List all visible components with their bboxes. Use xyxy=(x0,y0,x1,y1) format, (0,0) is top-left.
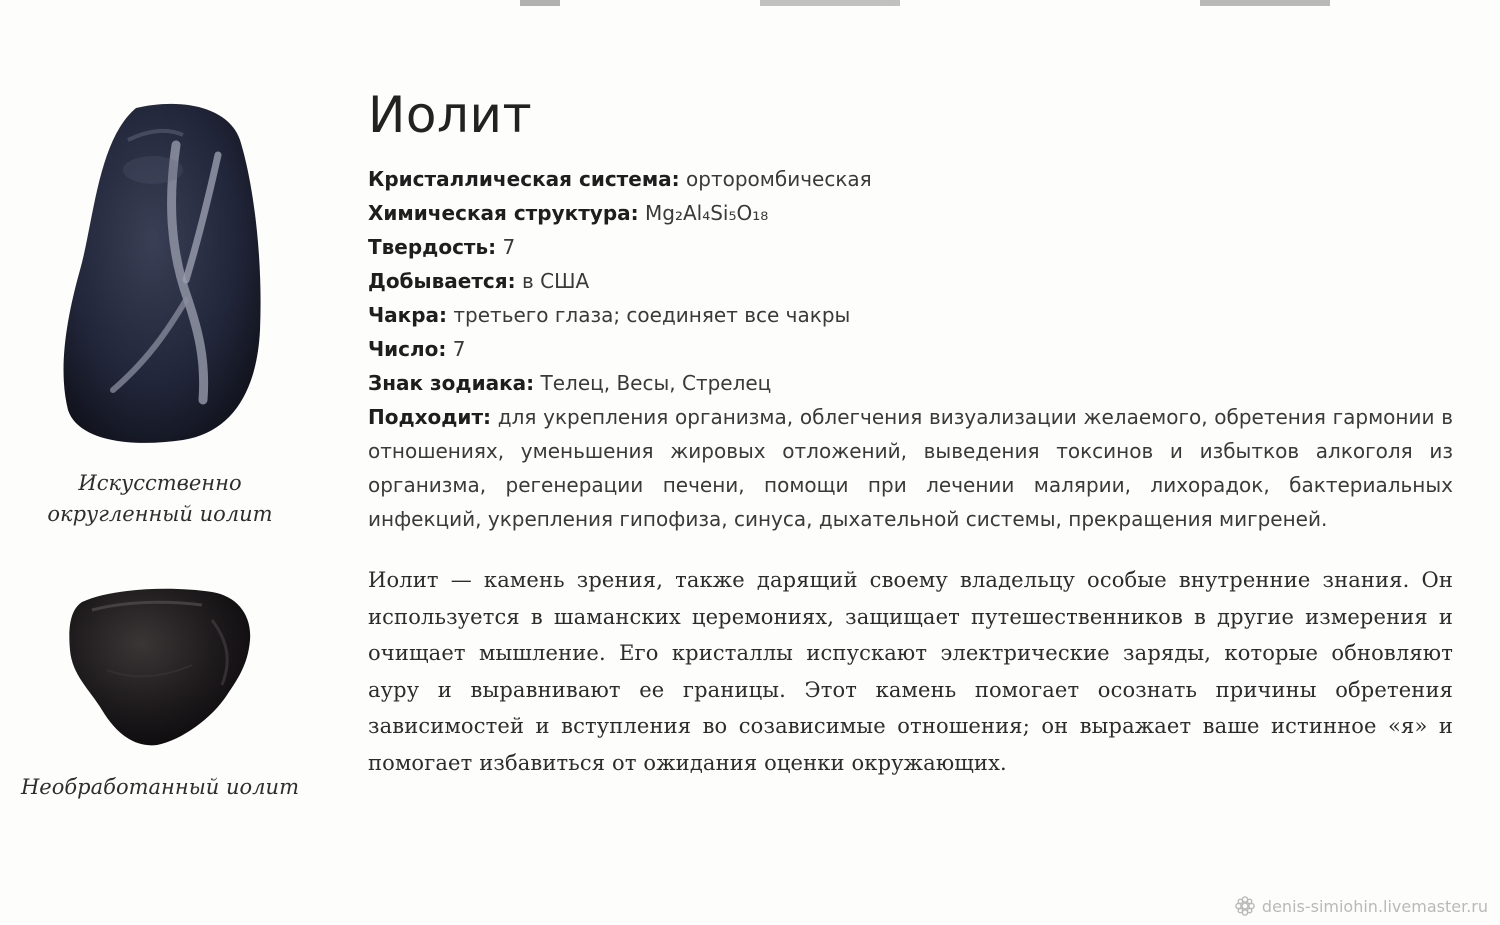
property-value: в США xyxy=(515,269,590,293)
property-value: 7 xyxy=(496,235,516,259)
page-title: Иолит xyxy=(368,86,533,144)
property-chemical-structure xyxy=(368,196,1453,230)
property-label: Подходит: xyxy=(368,405,492,429)
property-number xyxy=(368,332,1453,366)
property-value: 7 xyxy=(446,337,466,361)
caption-line: Искусственно xyxy=(78,471,242,495)
property-label: Число: xyxy=(368,337,447,361)
property-zodiac xyxy=(368,366,1453,400)
property-label: Кристаллическая система: xyxy=(368,167,680,191)
property-suits xyxy=(368,400,1453,536)
flower-icon xyxy=(1234,895,1256,917)
property-value: третьего глаза; соединяет все чакры xyxy=(447,303,851,327)
raw-iolite-caption: Необработанный иолит xyxy=(20,775,299,799)
property-mined xyxy=(368,264,1453,298)
property-value: Телец, Весы, Стрелец xyxy=(534,371,772,395)
property-label: Чакра: xyxy=(368,303,448,327)
description-paragraph: Иолит — камень зрения, также дарящий своему владельцу особые внутренние знания. Он используется в шаманских церемониях, защищает путешественников в другие измерения и очищает мышление. Его кристаллы испускают электрические заряды, которые обновляют ауру и выравнивают ее границы. Этот камень помогает осознать причины обретения зависимостей и вступления во созависимые отношения; он выражает ваше истинное «я» и помогает избавиться от ожидания оценки окружающих. xyxy=(368,568,1453,775)
polished-iolite-caption xyxy=(20,468,300,530)
property-chakra xyxy=(368,298,1453,332)
property-label: Твердость: xyxy=(368,235,497,259)
raw-iolite-image xyxy=(62,580,257,750)
property-value: Mg₂Al₄Si₅O₁₈ xyxy=(638,201,769,225)
watermark xyxy=(1234,895,1488,917)
image-column xyxy=(0,0,330,925)
property-label: Химическая структура: xyxy=(368,201,639,225)
property-label: Добывается: xyxy=(368,269,516,293)
property-value: орторомбическая xyxy=(679,167,872,191)
caption-line: округленный иолит xyxy=(47,502,273,526)
article xyxy=(368,82,1453,802)
property-crystal-system xyxy=(368,162,1453,196)
watermark-text: denis-simiohin.livemaster.ru xyxy=(1261,896,1488,916)
property-hardness xyxy=(368,230,1453,264)
property-value: для укрепления организма, облегчения визуализации желаемого, обретения гармонии в отношениях, уменьшения жировых отложений, выведения токсинов и избытков алкоголя из организма, регенерации печени, помощи при лечении малярии, лихорадок, бактериальных инфекций, укрепления гипофиза, синуса, дыхательной системы, прекращения мигреней. xyxy=(368,405,1453,531)
polished-iolite-image xyxy=(58,100,268,450)
property-label: Знак зодиака: xyxy=(368,371,535,395)
properties-list xyxy=(368,162,1453,536)
